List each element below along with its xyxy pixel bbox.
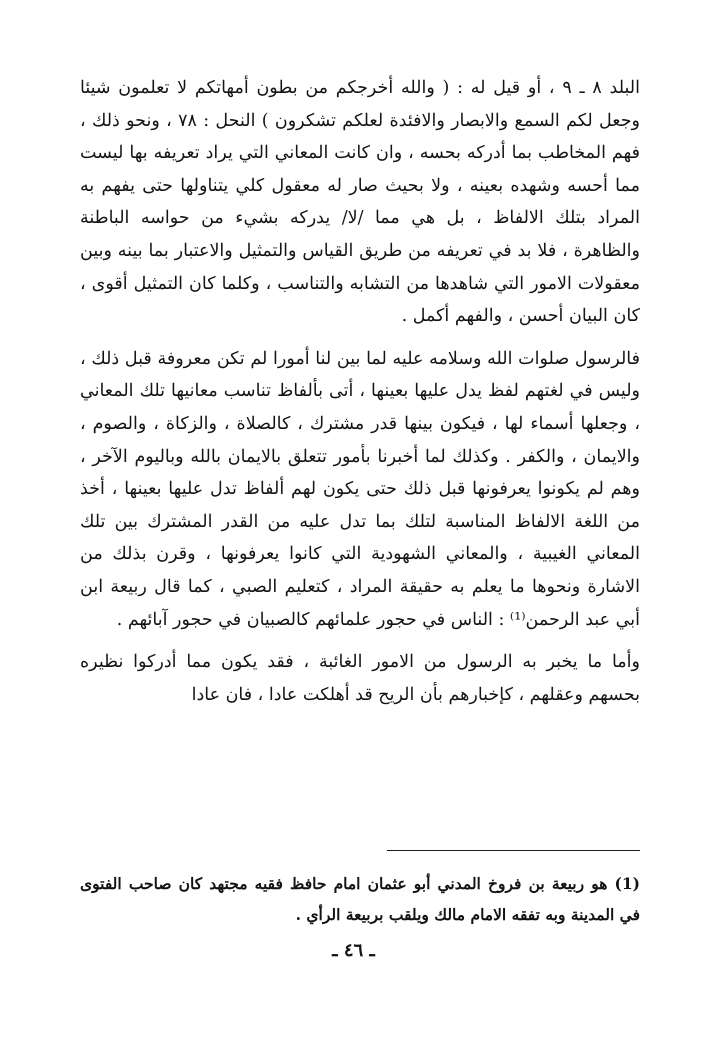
page-number: ـ ٤٦ ـ — [332, 940, 375, 961]
paragraph-3: وأما ما يخبر به الرسول من الامور الغائبة ، فقد يكون مما أدركوا نظيره بحسهم وعقلهم ، كإخبارهم بأن الريح قد أهلكت عادا ، فان عادا — [80, 652, 640, 705]
page-body — [80, 72, 640, 711]
footnote: (1) هو ربيعة بن فروخ المدني أبو عثمان امام حافظ فقيه مجتهد كان صاحب الفتوى في المدينة وبه تفقه الامام مالك ويلقب بربيعة الرأي . — [80, 874, 640, 924]
paragraph-2: فالرسول صلوات الله وسلامه عليه لما بين لنا أمورا لم تكن معروفة قبل ذلك ، وليس في لغتهم لفظ يدل عليها بعينها ، أتى بألفاظ تناسب معانيها تلك المعاني ، وجعلها أسماء لها ، فيكون بينها قدر مشترك ، كالصلاة ، والزكاة ، والصوم ، والايمان ، والكفر . وكذلك لما أخبرنا بأمور تتعلق بالايمان بالله وباليوم الآخر ، وهم لم يكونوا يعرفونها قبل ذلك حتى يكون لهم ألفاظ تدل عليها بعينها ، أخذ من اللغة الالفاظ المناسبة لتلك بما تدل عليه من القدر المشترك بين تلك المعاني الغيبية ، والمعاني الشهودية التي كانوا يعرفونها ، وقرن بذلك من الاشارة ونحوها ما يعلم به حقيقة المراد ، كتعليم الصبي ، كما قال ربيعة ابن أبي عبد الرحمن⁽¹⁾ : الناس في حجور علمائهم كالصبيان في حجور آبائهم . — [80, 348, 640, 630]
footnote-divider — [387, 850, 640, 851]
paragraph-1: البلد ٨ ـ ٩ ، أو قيل له : ( والله أخرجكم من بطون أمهاتكم لا تعلمون شيئا وجعل لكم السمع والابصار والافئدة لعلكم تشكرون ) النحل : ٧٨ ، ونحو ذلك ، فهم المخاطب بما أدركه بحسه ، وان كانت المعاني التي يراد تعريفه بها ليست مما أحسه وشهده بعينه ، ولا بحيث صار له معقول كلي يتناولها حتى يفهم به المراد بتلك الالفاظ ، بل هي مما /لا/ يدركه بشيء من حواسه الباطنة والظاهرة ، فلا بد في تعريفه من طريق القياس والتمثيل والاعتبار بما بينه وبين معقولات الامور التي شاهدها من التشابه والتناسب ، وكلما كان التمثيل أقوى ، كان البيان أحسن ، والفهم أكمل . — [80, 78, 640, 327]
